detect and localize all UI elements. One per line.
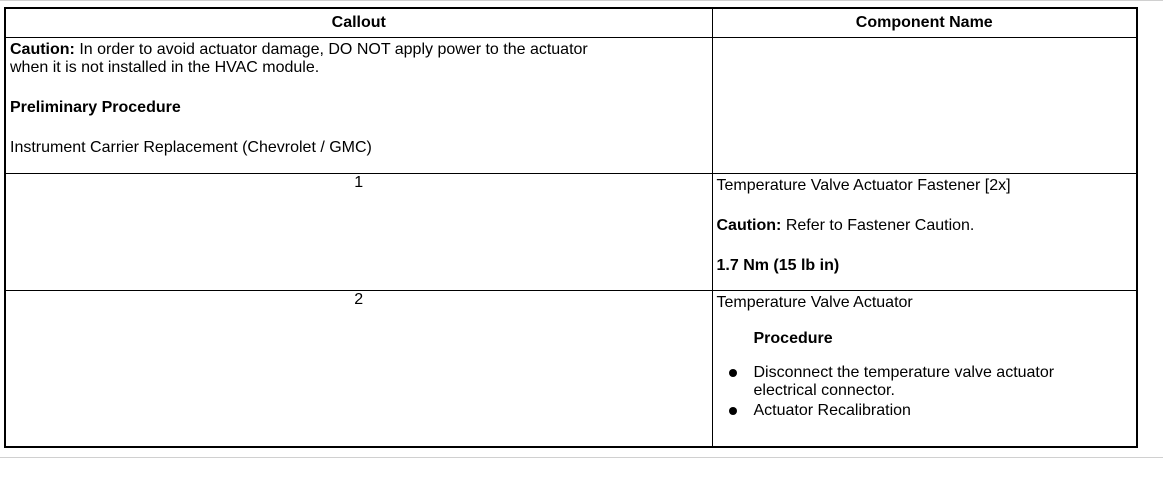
procedure-steps: [717, 364, 1133, 420]
caution-text-line2: when it is not installed in the HVAC module.: [10, 59, 320, 76]
component-name-column-header: Component Name: [712, 8, 1137, 38]
bottom-rule: [0, 457, 1163, 458]
component-name-1: Temperature Valve Actuator Fastener [2x]: [716, 177, 1011, 194]
component-cell-2: [712, 291, 1137, 448]
procedure-step: [717, 364, 1133, 400]
top-rule: [0, 0, 1163, 1]
table-row: [5, 291, 1137, 448]
procedure-heading: Procedure: [753, 330, 833, 347]
caution-text-line1: In order to avoid actuator damage, DO NOT apply power to the actuator: [79, 41, 588, 58]
caution-cell: [5, 38, 712, 174]
caution-label: Caution:: [10, 41, 75, 58]
preliminary-procedure-heading: Preliminary Procedure: [10, 99, 181, 116]
bullet-icon: [729, 369, 737, 377]
fastener-caution-text[interactable]: Refer to Fastener Caution.: [785, 217, 975, 234]
step-text-line2: electrical connector.: [753, 382, 895, 399]
torque-spec: 1.7 Nm (15 lb in): [716, 257, 840, 274]
component-cell-1: [712, 174, 1137, 291]
table-row: [5, 38, 1137, 174]
step-text-line1[interactable]: Actuator Recalibration: [753, 402, 911, 419]
step-text-line1: Disconnect the temperature valve actuator: [753, 364, 1055, 381]
callout-column-header: Callout: [5, 8, 712, 38]
procedure-table: [4, 7, 1138, 448]
component-name-2: Temperature Valve Actuator: [716, 294, 913, 311]
caution-paragraph: [10, 41, 708, 59]
procedure-step: [717, 402, 1133, 420]
table-header-row: [5, 8, 1137, 38]
empty-component-cell: [712, 38, 1137, 174]
fastener-caution: [717, 217, 1133, 235]
bullet-icon: [729, 407, 737, 415]
fastener-caution-label: Caution:: [716, 217, 782, 234]
table-row: [5, 174, 1137, 291]
callout-number-2: 2: [5, 291, 712, 448]
preliminary-procedure-link[interactable]: Instrument Carrier Replacement (Chevrolet / GMC): [10, 139, 372, 156]
callout-number-1: 1: [5, 174, 712, 291]
